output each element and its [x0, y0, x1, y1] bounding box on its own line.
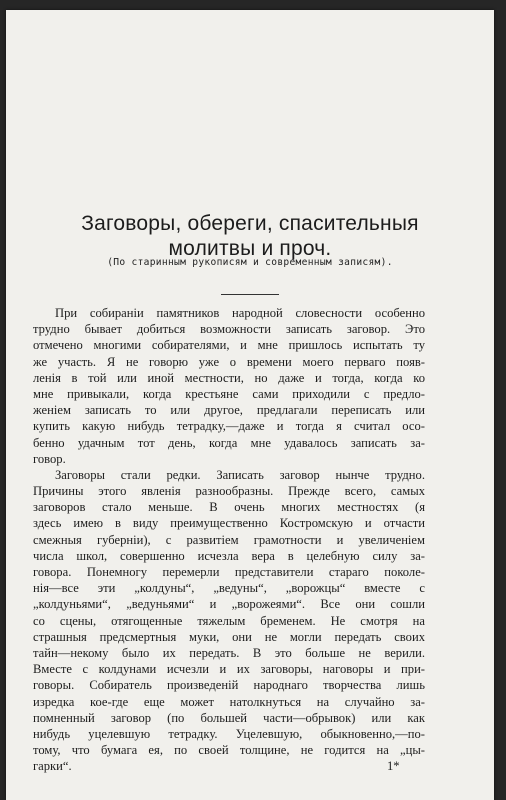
body-text	[33, 305, 425, 774]
text-line: мне привыкали, когда крестьяне сами приходили с предло-	[33, 386, 425, 401]
text-line: заговоров стало меньше. В очень многих местностях (я	[33, 500, 425, 515]
chapter-title-line-2: молитвы и проч.	[168, 237, 332, 260]
paragraph-2	[33, 467, 425, 775]
text-line: При собиранiи памятников народной словесности особенно	[55, 306, 425, 320]
text-line: числа школ, совершенно исчезла вера в целебную силу за-	[33, 548, 425, 563]
chapter-title-line-1: Заговоры, обереги, спасительныя	[81, 212, 419, 235]
text-line: ленiя в той или иной местности, но даже и тогда, когда ко	[33, 370, 425, 385]
text-line: бенно удачным тот день, когда мне удавалось записать за-	[33, 435, 425, 450]
text-line: говоры. Собиратель произведенiй народнаго творчества лишь	[33, 678, 425, 693]
text-line: страшныя предсмертныя муки, они не могли передать своих	[33, 629, 425, 644]
text-line: нiя—все эти „колдуны“, „ведуны“, „ворожцы“ вместе с	[33, 581, 425, 596]
text-line: Причины этого явленiя разнообразны. Прежде всего, самых	[33, 484, 425, 499]
text-line: помненный заговор (по большей части—обрывок) или как	[33, 710, 425, 725]
text-line: Заговоры стали редки. Записать заговор нынче трудно.	[55, 467, 425, 482]
title-divider	[221, 294, 279, 295]
text-line: Вместе с колдунами исчезли и их заговоры, наговоры и при-	[33, 662, 425, 677]
text-line: трудно бывает добиться возможности записать заговор. Это	[33, 322, 425, 337]
text-line: со сцены, отягощенные тяжелым бременем. Не смотря на	[33, 613, 425, 628]
page-number: 1*	[387, 759, 400, 773]
chapter-subtitle: (По старинным рукописям и современным записям).	[107, 257, 393, 268]
text-line: женiем записать то или другое, предлагали переписать или	[33, 403, 425, 418]
book-page	[6, 10, 494, 800]
text-line: же участь. Я не говорю уже о времени моего перваго появ-	[33, 354, 425, 369]
text-line: говор.	[33, 451, 66, 466]
text-line: тайн—некому было их передать. В это больше не верили.	[33, 645, 425, 660]
text-line: говора. Понемногу перемерли представители стараго поколе-	[33, 565, 425, 579]
text-line: здесь имею в виду преимущественно Костромскую и отчасти	[33, 516, 425, 531]
paragraph-1	[33, 305, 425, 467]
text-line: отмечено многими собирателями, и мне пришлось испытать ту	[33, 338, 425, 353]
text-line: „колдуньями“, „ведуньями“ и „ворожеями“. Все они сошли	[33, 597, 425, 612]
text-line: нибудь уцелевшую тетрадку. Уцелевшую, обыкновенно,—по-	[33, 726, 425, 741]
text-line: купить какую нибудь тетрадку,—даже и тогда я считал осо-	[33, 419, 425, 434]
text-line: тому, что бумага ея, по своей толщине, не годится на „цы-	[33, 743, 425, 758]
text-line: смежныя губернiи), с развитiем грамотности и увеличенiем	[33, 532, 425, 547]
text-line: изредка кое-где еще может натолкнуться на случайно за-	[33, 694, 425, 709]
text-line: гарки“.	[33, 759, 72, 774]
